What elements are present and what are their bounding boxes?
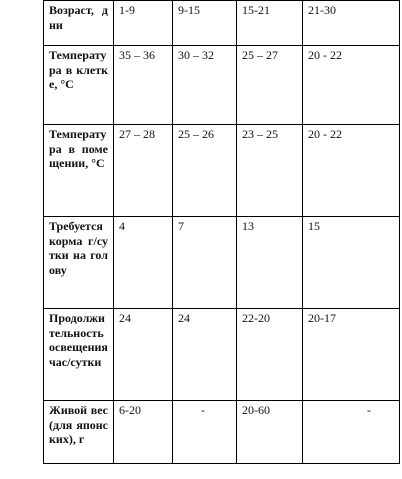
cell-room-temp-3: 23 – 25: [237, 125, 303, 217]
cell-age-3: 15-21: [237, 1, 303, 46]
table-row-feed: [44, 217, 400, 309]
cell-weight-3: 20-60: [237, 401, 303, 464]
cell-cage-temp-4: 20 - 22: [303, 46, 400, 125]
cell-feed-4: 15: [303, 217, 400, 309]
cell-age-1: 1-9: [114, 1, 173, 46]
row-header-live-weight: Живой вес (для японских), г: [44, 401, 114, 464]
cell-lighting-4: 20-17: [303, 309, 400, 401]
quail-rearing-table: [43, 0, 400, 464]
cell-weight-4-text: -: [367, 403, 371, 417]
cell-room-temp-4: 20 - 22: [303, 125, 400, 217]
table-row-lighting: [44, 309, 400, 401]
cell-weight-2: [173, 401, 237, 464]
cell-feed-3: 13: [237, 217, 303, 309]
cell-room-temp-1: 27 – 28: [114, 125, 173, 217]
table-row-cage-temperature: [44, 46, 400, 125]
cell-cage-temp-3: 25 – 27: [237, 46, 303, 125]
cell-age-4: 21-30: [303, 1, 400, 46]
table-row-room-temperature: [44, 125, 400, 217]
row-header-age: Возраст, дни: [44, 1, 114, 46]
cell-cage-temp-1: 35 – 36: [114, 46, 173, 125]
cell-lighting-1: 24: [114, 309, 173, 401]
cell-weight-2-text: -: [201, 403, 205, 417]
row-header-cage-temperature: Температура в клетке, °С: [44, 46, 114, 125]
cell-feed-1: 4: [114, 217, 173, 309]
cell-room-temp-2: 25 – 26: [173, 125, 237, 217]
table-row-age: [44, 1, 400, 46]
cell-weight-4: [303, 401, 400, 464]
cell-lighting-3: 22-20: [237, 309, 303, 401]
cell-age-2: 9-15: [173, 1, 237, 46]
row-header-room-temperature: Температура в помещении, °С: [44, 125, 114, 217]
cell-cage-temp-2: 30 – 32: [173, 46, 237, 125]
cell-feed-2: 7: [173, 217, 237, 309]
cell-lighting-2: 24: [173, 309, 237, 401]
row-header-lighting: Продолжительность освещения час/сутки: [44, 309, 114, 401]
cell-weight-1: 6-20: [114, 401, 173, 464]
table-row-live-weight: [44, 401, 400, 464]
row-header-feed: Требуется корма г/сутки на голову: [44, 217, 114, 309]
